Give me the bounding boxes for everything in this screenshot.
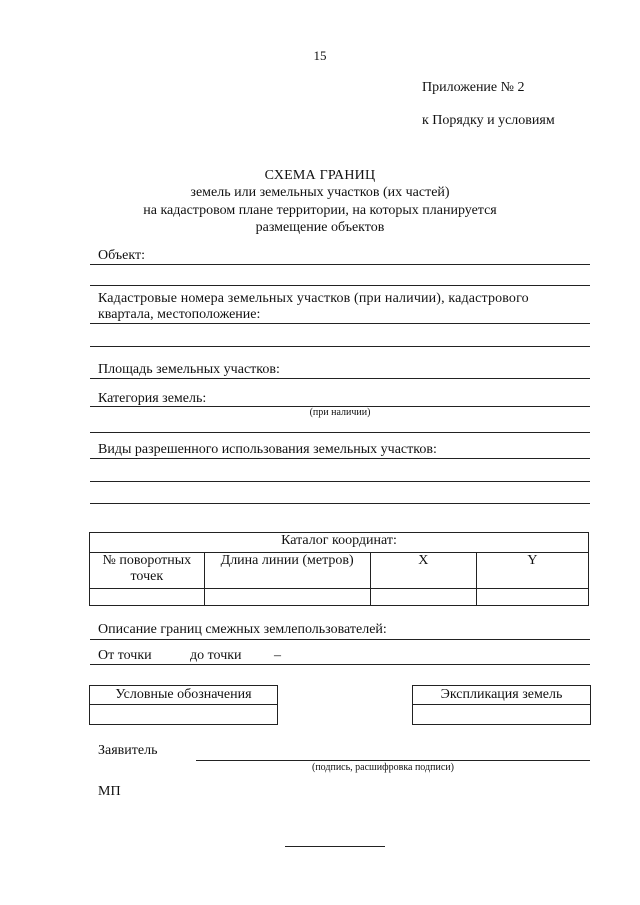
object-line-2[interactable] — [90, 285, 590, 286]
applicant-signature-line[interactable] — [196, 760, 590, 761]
applicant-label: Заявитель — [98, 743, 158, 758]
cadastral-label-line2: квартала, местоположение: — [98, 307, 261, 322]
boundaries-label: Описание границ смежных землепользователей: — [98, 622, 387, 637]
conventional-signs-header: Условные обозначения — [90, 686, 277, 705]
conventional-signs-box — [89, 685, 278, 725]
object-label: Объект: — [98, 248, 145, 263]
category-line-2[interactable] — [90, 432, 590, 433]
header-y: Y — [476, 553, 588, 589]
table-cell[interactable] — [204, 589, 370, 606]
object-line[interactable] — [90, 264, 590, 265]
document-subtitle-3: размещение объектов — [255, 220, 385, 235]
to-point-label: до точки — [190, 648, 242, 663]
applicant-signature-note: (подпись, расшифровка подписи) — [312, 762, 454, 773]
cadastral-line-1[interactable] — [90, 323, 590, 324]
page-number: 15 — [313, 48, 327, 63]
coordinates-caption: Каталог координат: — [90, 533, 589, 553]
coordinates-table — [89, 532, 589, 606]
appendix-number: Приложение № 2 — [422, 80, 525, 95]
from-point-label: От точки — [98, 648, 152, 663]
cadastral-label-line1: Кадастровые номера земельных участков (при наличии), кадастрового — [98, 291, 529, 306]
permitted-use-line-3[interactable] — [90, 503, 590, 504]
document-subtitle-1: земель или земельных участков (их частей) — [190, 185, 450, 200]
table-cell[interactable] — [476, 589, 588, 606]
permitted-use-line-2[interactable] — [90, 481, 590, 482]
permitted-use-line-1[interactable] — [90, 458, 590, 459]
document-subtitle-2: на кадастровом плане территории, на которых планируется — [143, 203, 497, 218]
table-cell[interactable] — [370, 589, 476, 606]
cadastral-line-2[interactable] — [90, 346, 590, 347]
document-title: СХЕМА ГРАНИЦ — [264, 168, 376, 183]
table-cell[interactable] — [90, 589, 205, 606]
area-label: Площадь земельных участков: — [98, 362, 280, 377]
closing-line — [285, 846, 385, 847]
boundaries-line[interactable] — [90, 639, 590, 640]
category-label: Категория земель: — [98, 391, 207, 406]
category-note: (при наличии) — [309, 407, 371, 418]
area-line[interactable] — [90, 378, 590, 379]
header-line-length: Длина линии (метров) — [204, 553, 370, 589]
land-explication-box — [412, 685, 591, 725]
stamp-label: МП — [98, 784, 121, 799]
appendix-reference: к Порядку и условиям — [422, 113, 555, 128]
header-x: X — [370, 553, 476, 589]
land-explication-header: Экспликация земель — [413, 686, 590, 705]
permitted-use-label: Виды разрешенного использования земельных участков: — [98, 442, 437, 457]
header-points: № поворотных точек — [90, 553, 205, 589]
range-dash: – — [274, 648, 281, 663]
from-to-line[interactable] — [90, 664, 590, 665]
